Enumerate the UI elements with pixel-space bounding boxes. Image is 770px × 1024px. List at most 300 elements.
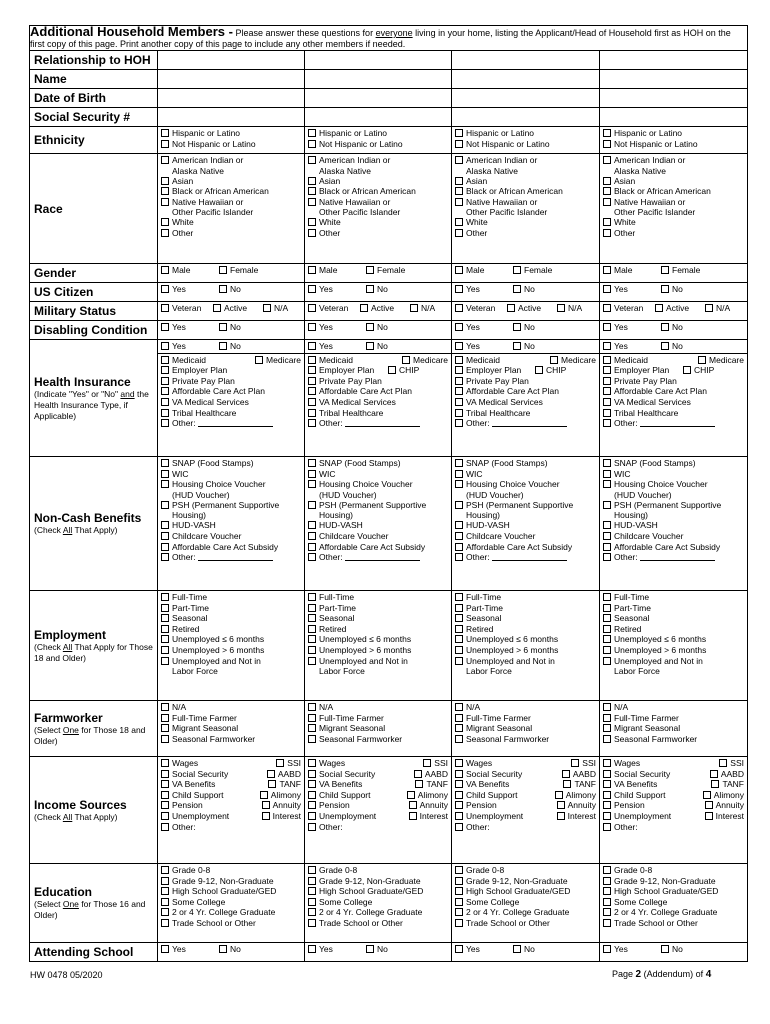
income-checkbox[interactable] <box>308 780 316 788</box>
noncash-option[interactable] <box>308 469 448 480</box>
health-checkbox[interactable] <box>366 342 374 350</box>
other-blank-line[interactable] <box>345 552 420 561</box>
other-blank-line[interactable] <box>345 418 420 427</box>
employment-option[interactable] <box>161 624 301 635</box>
income-checkbox[interactable] <box>161 759 169 767</box>
income-option[interactable] <box>161 779 247 790</box>
education-option[interactable] <box>308 876 448 887</box>
education-checkbox[interactable] <box>161 887 169 895</box>
health-checkbox[interactable] <box>255 356 263 364</box>
health-option[interactable] <box>308 365 388 376</box>
employment-option[interactable] <box>161 603 301 614</box>
race-checkbox[interactable] <box>161 156 169 164</box>
ethnicity-option[interactable] <box>161 128 301 139</box>
farmworker-checkbox[interactable] <box>308 735 316 743</box>
noncash-checkbox[interactable] <box>308 543 316 551</box>
farmworker-checkbox[interactable] <box>603 724 611 732</box>
income-option[interactable] <box>407 790 448 801</box>
health-option[interactable] <box>402 355 448 366</box>
income-checkbox[interactable] <box>308 823 316 831</box>
farmworker-checkbox[interactable] <box>455 735 463 743</box>
citizen-checkbox[interactable] <box>308 285 316 293</box>
employment-checkbox[interactable] <box>603 604 611 612</box>
income-checkbox[interactable] <box>455 812 463 820</box>
education-checkbox[interactable] <box>161 919 169 927</box>
member-1-ssn-cell[interactable] <box>158 108 305 127</box>
farmworker-checkbox[interactable] <box>308 703 316 711</box>
school-checkbox[interactable] <box>455 945 463 953</box>
military-option[interactable] <box>360 303 410 314</box>
member-1-dob-cell[interactable] <box>158 89 305 108</box>
health-option[interactable] <box>603 408 744 419</box>
income-option[interactable] <box>562 769 596 780</box>
military-option[interactable] <box>655 303 705 314</box>
income-option[interactable] <box>455 822 541 833</box>
health-option[interactable] <box>455 386 596 397</box>
employment-checkbox[interactable] <box>455 646 463 654</box>
farmworker-option[interactable] <box>603 734 744 745</box>
race-option[interactable] <box>603 197 744 218</box>
employment-checkbox[interactable] <box>603 593 611 601</box>
income-option[interactable] <box>161 758 247 769</box>
health-checkbox[interactable] <box>161 387 169 395</box>
income-checkbox[interactable] <box>262 812 270 820</box>
income-checkbox[interactable] <box>603 770 611 778</box>
income-checkbox[interactable] <box>308 801 316 809</box>
employment-option[interactable] <box>455 656 596 677</box>
farmworker-option[interactable] <box>603 702 744 713</box>
health-option[interactable] <box>161 365 227 376</box>
farmworker-option[interactable] <box>603 713 744 724</box>
farmworker-option[interactable] <box>455 723 596 734</box>
health-other-option[interactable] <box>603 418 744 429</box>
noncash-option[interactable] <box>308 520 448 531</box>
health-option[interactable] <box>455 376 596 387</box>
noncash-checkbox[interactable] <box>455 521 463 529</box>
military-checkbox[interactable] <box>507 304 515 312</box>
disabling-option[interactable] <box>308 322 366 333</box>
employment-option[interactable] <box>603 603 744 614</box>
health-checkbox[interactable] <box>308 366 316 374</box>
military-option[interactable] <box>213 303 263 314</box>
income-checkbox[interactable] <box>711 780 719 788</box>
income-option[interactable] <box>555 790 596 801</box>
income-checkbox[interactable] <box>455 780 463 788</box>
race-checkbox[interactable] <box>455 198 463 206</box>
race-option[interactable] <box>603 186 744 197</box>
race-checkbox[interactable] <box>308 187 316 195</box>
health-option[interactable] <box>308 355 353 366</box>
education-checkbox[interactable] <box>308 866 316 874</box>
farmworker-checkbox[interactable] <box>161 724 169 732</box>
education-checkbox[interactable] <box>161 866 169 874</box>
health-option[interactable] <box>161 408 301 419</box>
military-checkbox[interactable] <box>213 304 221 312</box>
health-checkbox[interactable] <box>388 366 396 374</box>
income-option[interactable] <box>603 800 689 811</box>
income-checkbox[interactable] <box>603 812 611 820</box>
race-checkbox[interactable] <box>455 177 463 185</box>
citizen-option[interactable] <box>161 284 219 295</box>
noncash-option[interactable] <box>603 531 744 542</box>
health-checkbox[interactable] <box>219 342 227 350</box>
military-option[interactable] <box>263 303 299 314</box>
ethnicity-checkbox[interactable] <box>308 140 316 148</box>
noncash-checkbox[interactable] <box>308 480 316 488</box>
race-checkbox[interactable] <box>603 198 611 206</box>
farmworker-option[interactable] <box>603 723 744 734</box>
citizen-option[interactable] <box>513 284 571 295</box>
income-checkbox[interactable] <box>161 780 169 788</box>
member-2-ssn-cell[interactable] <box>305 108 452 127</box>
education-option[interactable] <box>455 907 596 918</box>
education-option[interactable] <box>308 865 448 876</box>
race-option[interactable] <box>308 155 448 176</box>
race-option[interactable] <box>308 176 448 187</box>
income-checkbox[interactable] <box>308 791 316 799</box>
education-checkbox[interactable] <box>161 898 169 906</box>
health-checkbox[interactable] <box>161 366 169 374</box>
health-option[interactable] <box>308 376 448 387</box>
education-checkbox[interactable] <box>603 908 611 916</box>
employment-checkbox[interactable] <box>603 646 611 654</box>
education-option[interactable] <box>603 886 744 897</box>
ethnicity-checkbox[interactable] <box>603 140 611 148</box>
disabling-checkbox[interactable] <box>455 323 463 331</box>
citizen-option[interactable] <box>455 284 513 295</box>
noncash-checkbox[interactable] <box>455 480 463 488</box>
gender-checkbox[interactable] <box>603 266 611 274</box>
employment-option[interactable] <box>308 603 448 614</box>
education-option[interactable] <box>308 897 448 908</box>
military-checkbox[interactable] <box>705 304 713 312</box>
ethnicity-option[interactable] <box>455 139 596 150</box>
gender-option[interactable] <box>661 265 719 276</box>
health-option[interactable] <box>455 397 596 408</box>
health-checkbox[interactable] <box>683 366 691 374</box>
noncash-checkbox[interactable] <box>455 532 463 540</box>
noncash-option[interactable] <box>603 542 744 553</box>
noncash-option[interactable] <box>308 531 448 542</box>
employment-option[interactable] <box>603 613 744 624</box>
school-option[interactable] <box>366 944 424 955</box>
noncash-checkbox[interactable] <box>308 459 316 467</box>
ethnicity-option[interactable] <box>308 128 448 139</box>
race-option[interactable] <box>161 186 301 197</box>
income-option[interactable] <box>455 790 541 801</box>
race-checkbox[interactable] <box>455 156 463 164</box>
health-checkbox[interactable] <box>308 342 316 350</box>
noncash-checkbox[interactable] <box>161 501 169 509</box>
military-option[interactable] <box>557 303 593 314</box>
race-checkbox[interactable] <box>161 229 169 237</box>
school-checkbox[interactable] <box>603 945 611 953</box>
health-checkbox[interactable] <box>455 366 463 374</box>
income-checkbox[interactable] <box>308 770 316 778</box>
employment-option[interactable] <box>161 634 301 645</box>
gender-checkbox[interactable] <box>308 266 316 274</box>
race-option[interactable] <box>161 155 301 176</box>
school-checkbox[interactable] <box>161 945 169 953</box>
income-option[interactable] <box>415 779 448 790</box>
education-checkbox[interactable] <box>455 866 463 874</box>
farmworker-checkbox[interactable] <box>455 714 463 722</box>
employment-option[interactable] <box>455 613 596 624</box>
income-option[interactable] <box>563 779 596 790</box>
income-option[interactable] <box>268 779 301 790</box>
member-1-name-cell[interactable] <box>158 70 305 89</box>
ethnicity-checkbox[interactable] <box>161 140 169 148</box>
race-option[interactable] <box>455 176 596 187</box>
military-option[interactable] <box>161 303 213 314</box>
education-option[interactable] <box>161 918 301 929</box>
income-option[interactable] <box>603 822 689 833</box>
noncash-option[interactable] <box>161 542 301 553</box>
income-option[interactable] <box>719 758 744 769</box>
citizen-checkbox[interactable] <box>455 285 463 293</box>
citizen-checkbox[interactable] <box>219 285 227 293</box>
health-checkbox[interactable] <box>603 366 611 374</box>
noncash-checkbox[interactable] <box>161 470 169 478</box>
farmworker-checkbox[interactable] <box>161 714 169 722</box>
education-checkbox[interactable] <box>308 898 316 906</box>
income-option[interactable] <box>710 769 744 780</box>
income-checkbox[interactable] <box>262 801 270 809</box>
noncash-checkbox[interactable] <box>603 553 611 561</box>
education-option[interactable] <box>161 897 301 908</box>
farmworker-option[interactable] <box>161 702 301 713</box>
citizen-option[interactable] <box>661 284 719 295</box>
disabling-checkbox[interactable] <box>366 323 374 331</box>
employment-option[interactable] <box>308 624 448 635</box>
gender-checkbox[interactable] <box>219 266 227 274</box>
education-checkbox[interactable] <box>161 877 169 885</box>
health-option[interactable] <box>683 365 714 376</box>
citizen-option[interactable] <box>603 284 661 295</box>
farmworker-checkbox[interactable] <box>603 703 611 711</box>
education-option[interactable] <box>603 918 744 929</box>
health-checkbox[interactable] <box>603 387 611 395</box>
health-option[interactable] <box>161 386 301 397</box>
income-checkbox[interactable] <box>703 791 711 799</box>
member-2-dob-cell[interactable] <box>305 89 452 108</box>
health-option[interactable] <box>603 365 683 376</box>
employment-checkbox[interactable] <box>161 604 169 612</box>
employment-checkbox[interactable] <box>455 614 463 622</box>
income-checkbox[interactable] <box>705 801 713 809</box>
education-checkbox[interactable] <box>455 887 463 895</box>
health-other-option[interactable] <box>455 418 596 429</box>
noncash-checkbox[interactable] <box>161 543 169 551</box>
noncash-checkbox[interactable] <box>308 553 316 561</box>
race-checkbox[interactable] <box>161 187 169 195</box>
health-checkbox[interactable] <box>603 419 611 427</box>
health-option[interactable] <box>550 355 596 366</box>
other-blank-line[interactable] <box>492 552 567 561</box>
disabling-checkbox[interactable] <box>603 323 611 331</box>
race-option[interactable] <box>455 186 596 197</box>
health-option[interactable] <box>603 386 744 397</box>
income-checkbox[interactable] <box>571 759 579 767</box>
income-checkbox[interactable] <box>161 812 169 820</box>
employment-checkbox[interactable] <box>455 625 463 633</box>
noncash-checkbox[interactable] <box>308 521 316 529</box>
health-option[interactable] <box>308 386 448 397</box>
health-checkbox[interactable] <box>455 342 463 350</box>
other-blank-line[interactable] <box>198 552 273 561</box>
health-checkbox[interactable] <box>603 356 611 364</box>
noncash-checkbox[interactable] <box>603 543 611 551</box>
gender-option[interactable] <box>161 265 219 276</box>
income-checkbox[interactable] <box>161 801 169 809</box>
education-checkbox[interactable] <box>455 877 463 885</box>
income-option[interactable] <box>705 800 744 811</box>
noncash-option[interactable] <box>161 520 301 531</box>
income-checkbox[interactable] <box>563 780 571 788</box>
member-3-ssn-cell[interactable] <box>452 108 600 127</box>
income-option[interactable] <box>267 769 301 780</box>
citizen-checkbox[interactable] <box>513 285 521 293</box>
health-option[interactable] <box>308 397 448 408</box>
school-option[interactable] <box>161 944 219 955</box>
education-option[interactable] <box>161 907 301 918</box>
race-checkbox[interactable] <box>455 229 463 237</box>
education-checkbox[interactable] <box>603 919 611 927</box>
member-2-relationship-cell[interactable] <box>305 51 452 70</box>
race-checkbox[interactable] <box>455 218 463 226</box>
farmworker-option[interactable] <box>308 702 448 713</box>
income-option[interactable] <box>571 758 596 769</box>
income-checkbox[interactable] <box>161 770 169 778</box>
gender-option[interactable] <box>455 265 513 276</box>
other-blank-line[interactable] <box>640 418 715 427</box>
health-yes-no-option[interactable] <box>661 341 719 352</box>
income-checkbox[interactable] <box>455 791 463 799</box>
income-checkbox[interactable] <box>276 759 284 767</box>
employment-option[interactable] <box>161 613 301 624</box>
income-option[interactable] <box>705 811 744 822</box>
income-option[interactable] <box>703 790 744 801</box>
income-checkbox[interactable] <box>415 780 423 788</box>
health-yes-no-option[interactable] <box>603 341 661 352</box>
farmworker-option[interactable] <box>308 723 448 734</box>
disabling-checkbox[interactable] <box>308 323 316 331</box>
health-option[interactable] <box>535 365 566 376</box>
race-option[interactable] <box>455 217 596 228</box>
income-checkbox[interactable] <box>705 812 713 820</box>
employment-checkbox[interactable] <box>603 625 611 633</box>
health-checkbox[interactable] <box>603 342 611 350</box>
health-checkbox[interactable] <box>308 356 316 364</box>
member-3-dob-cell[interactable] <box>452 89 600 108</box>
income-option[interactable] <box>423 758 448 769</box>
health-checkbox[interactable] <box>603 409 611 417</box>
farmworker-checkbox[interactable] <box>308 724 316 732</box>
farmworker-option[interactable] <box>161 713 301 724</box>
noncash-option[interactable] <box>161 500 301 521</box>
income-option[interactable] <box>308 790 394 801</box>
farmworker-option[interactable] <box>308 713 448 724</box>
race-option[interactable] <box>161 228 301 239</box>
income-option[interactable] <box>161 822 247 833</box>
education-option[interactable] <box>603 907 744 918</box>
education-option[interactable] <box>455 865 596 876</box>
race-option[interactable] <box>308 217 448 228</box>
disabling-option[interactable] <box>513 322 571 333</box>
health-checkbox[interactable] <box>603 398 611 406</box>
education-option[interactable] <box>455 876 596 887</box>
income-option[interactable] <box>603 779 689 790</box>
health-checkbox[interactable] <box>535 366 543 374</box>
income-checkbox[interactable] <box>710 770 718 778</box>
noncash-checkbox[interactable] <box>455 553 463 561</box>
noncash-option[interactable] <box>455 552 596 563</box>
health-checkbox[interactable] <box>698 356 706 364</box>
member-3-relationship-cell[interactable] <box>452 51 600 70</box>
employment-checkbox[interactable] <box>161 625 169 633</box>
health-checkbox[interactable] <box>308 398 316 406</box>
gender-checkbox[interactable] <box>455 266 463 274</box>
gender-checkbox[interactable] <box>366 266 374 274</box>
race-option[interactable] <box>161 197 301 218</box>
race-checkbox[interactable] <box>308 177 316 185</box>
income-checkbox[interactable] <box>268 780 276 788</box>
income-checkbox[interactable] <box>414 770 422 778</box>
income-option[interactable] <box>414 769 448 780</box>
income-option[interactable] <box>262 811 301 822</box>
noncash-checkbox[interactable] <box>308 470 316 478</box>
income-checkbox[interactable] <box>308 812 316 820</box>
race-option[interactable] <box>603 176 744 187</box>
education-option[interactable] <box>308 918 448 929</box>
health-option[interactable] <box>455 408 596 419</box>
noncash-checkbox[interactable] <box>455 543 463 551</box>
education-checkbox[interactable] <box>308 908 316 916</box>
health-checkbox[interactable] <box>402 356 410 364</box>
other-blank-line[interactable] <box>492 418 567 427</box>
employment-option[interactable] <box>308 645 448 656</box>
farmworker-checkbox[interactable] <box>161 735 169 743</box>
employment-checkbox[interactable] <box>455 657 463 665</box>
employment-option[interactable] <box>455 624 596 635</box>
noncash-option[interactable] <box>455 531 596 542</box>
health-option[interactable] <box>455 365 535 376</box>
education-option[interactable] <box>455 918 596 929</box>
disabling-checkbox[interactable] <box>661 323 669 331</box>
health-option[interactable] <box>308 408 448 419</box>
health-other-option[interactable] <box>308 418 448 429</box>
noncash-option[interactable] <box>308 458 448 469</box>
farmworker-checkbox[interactable] <box>455 724 463 732</box>
health-checkbox[interactable] <box>161 409 169 417</box>
health-checkbox[interactable] <box>308 419 316 427</box>
race-checkbox[interactable] <box>308 156 316 164</box>
education-option[interactable] <box>308 886 448 897</box>
gender-option[interactable] <box>308 265 366 276</box>
income-checkbox[interactable] <box>603 823 611 831</box>
school-option[interactable] <box>219 944 277 955</box>
noncash-option[interactable] <box>455 469 596 480</box>
health-option[interactable] <box>161 376 301 387</box>
farmworker-option[interactable] <box>455 734 596 745</box>
school-checkbox[interactable] <box>513 945 521 953</box>
school-checkbox[interactable] <box>219 945 227 953</box>
race-checkbox[interactable] <box>603 156 611 164</box>
military-option[interactable] <box>507 303 557 314</box>
income-option[interactable] <box>557 800 596 811</box>
education-option[interactable] <box>161 886 301 897</box>
farmworker-option[interactable] <box>455 702 596 713</box>
